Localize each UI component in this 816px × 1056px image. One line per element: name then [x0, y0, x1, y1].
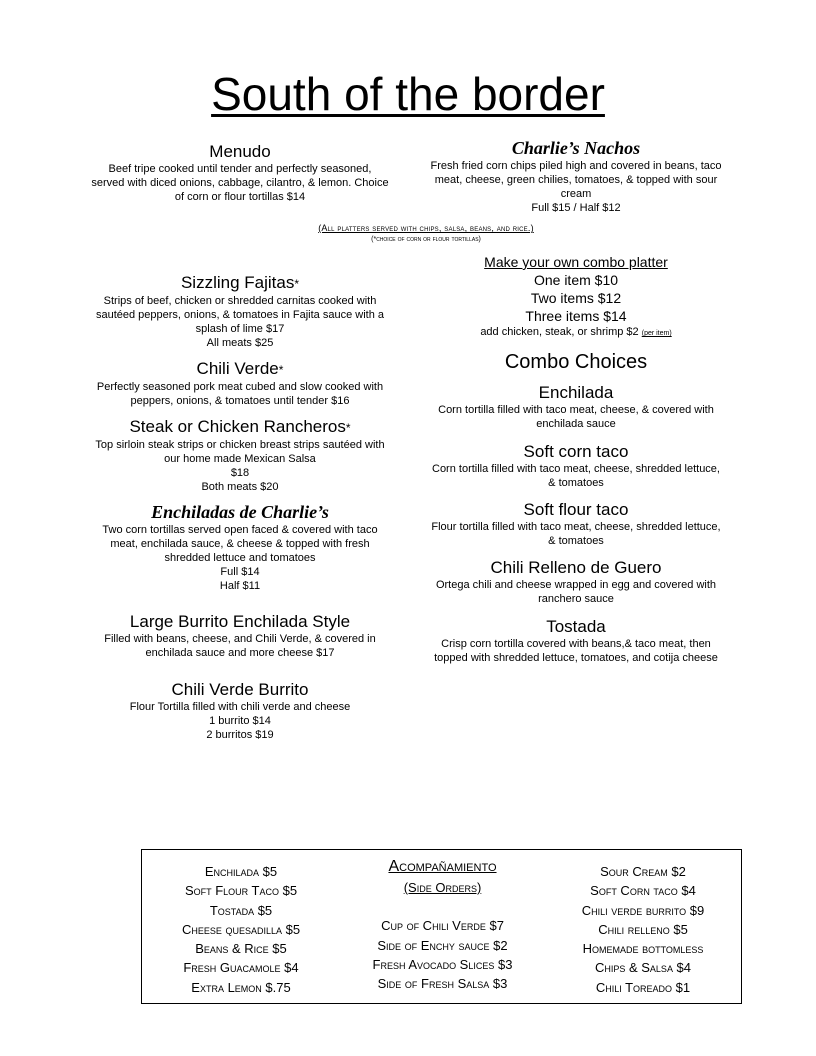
combo-choice — [428, 558, 724, 606]
item-price: 2 burritos $19 — [206, 729, 274, 741]
sides-subheading: (Side Orders) — [403, 880, 482, 895]
item-price: All meats $25 — [206, 337, 274, 349]
side-item: Side of Enchy sauce $2 — [377, 937, 508, 953]
choice-desc: Crisp corn tortilla covered with beans,& taco meat, then topped with shredded lettuce, tomatoes, and cotija cheese — [434, 638, 718, 664]
choice-name: Soft flour taco — [523, 500, 629, 519]
combo-platter — [428, 253, 724, 341]
combo-choice — [428, 383, 724, 431]
platters-note: (All platters served with chips, salsa, beans, and rice.) — [318, 223, 534, 233]
side-item: Side of Fresh Salsa $3 — [377, 976, 508, 992]
side-item: Soft Flour Taco $5 — [184, 883, 298, 899]
menudo-section — [91, 142, 389, 204]
combo-choice — [428, 500, 724, 548]
choice-name: Soft corn taco — [523, 442, 629, 461]
combo-three: Three items $14 — [525, 308, 627, 324]
menu-item — [92, 273, 388, 350]
side-item: Fresh Guacamole $4 — [183, 960, 299, 976]
side-item: Beans & Rice $5 — [195, 941, 287, 957]
item-name: Large Burrito Enchilada Style — [129, 612, 351, 631]
side-item: Extra Lemon $.75 — [191, 979, 291, 995]
choice-desc: Corn tortilla filled with taco meat, cheese, shredded lettuce, & tomatoes — [432, 463, 720, 489]
tortillas-note: (*choice of corn or flour tortillas) — [371, 236, 481, 243]
item-desc: Flour Tortilla filled with chili verde and cheese — [129, 701, 351, 713]
menu-item — [92, 359, 388, 408]
item-price: Half $11 — [219, 580, 261, 592]
side-item: Homemade bottomless — [582, 941, 704, 957]
choice-desc: Corn tortilla filled with taco meat, cheese, & covered with enchilada sauce — [438, 404, 714, 430]
item-desc: Top sirloin steak strips or chicken breast strips sautéed with our home made Mexican Salsa — [95, 439, 385, 465]
menu-title: South of the border — [211, 68, 605, 120]
item-desc: Two corn tortillas served open faced & covered with taco meat, enchilada sauce, & cheese & topped with fresh shredded lettuce and tomatoes — [102, 524, 378, 564]
combo-two: Two items $12 — [530, 290, 622, 306]
choice-desc: Flour tortilla filled with taco meat, cheese, shredded lettuce, & tomatoes — [431, 521, 721, 547]
side-item: Soft Corn taco $4 — [590, 883, 696, 899]
sides-right-column — [545, 862, 741, 997]
sides-heading: Acompañamiento — [388, 858, 497, 875]
sides-left-column — [142, 862, 340, 997]
item-price: Full $14 — [220, 566, 260, 578]
nachos-section — [430, 138, 722, 215]
menu-item — [92, 417, 388, 494]
side-item: Chili relleno $5 — [598, 921, 688, 937]
item-price: Both meats $20 — [201, 481, 279, 493]
nachos-price: Full $15 / Half $12 — [531, 202, 621, 214]
menudo-desc: Beef tripe cooked until tender and perfectly seasoned, served with diced onions, cabbage, cilantro, & lemon. Choice of corn or flour tortillas $14 — [91, 163, 389, 203]
choice-desc: Ortega chili and cheese wrapped in egg and covered with ranchero sauce — [435, 579, 717, 605]
menu-item — [92, 680, 388, 742]
combo-choice — [428, 617, 724, 665]
nachos-desc: Fresh fried corn chips piled high and covered in beans, taco meat, cheese, green chilies, tomatoes, & topped with sour cream — [430, 160, 722, 200]
side-item: Chili Toreado $1 — [595, 979, 691, 995]
choice-name: Tostada — [546, 617, 606, 636]
combo-addon: add chicken, steak, or shrimp $2 (per item) — [480, 326, 672, 338]
per-item-note: (per item) — [641, 330, 672, 337]
sides-middle-column — [340, 856, 545, 993]
choice-name: Chili Relleno de Guero — [490, 558, 662, 577]
nachos-name: Charlie’s Nachos — [511, 138, 641, 158]
item-name: Steak or Chicken Rancheros* — [129, 417, 351, 436]
menu-item — [92, 612, 388, 660]
side-item: Fresh Avocado Slices $3 — [372, 956, 513, 972]
item-price: $18 — [230, 467, 250, 479]
side-item: Cheese quesadilla $5 — [181, 921, 301, 937]
item-price: 1 burrito $14 — [209, 715, 271, 727]
item-desc: Strips of beef, chicken or shredded carnitas cooked with sautéed peppers, onions, & tomatoes in Fajita sauce with a splash of lime $17 — [95, 295, 384, 335]
side-item: Enchilada $5 — [204, 864, 278, 879]
side-item: Cup of Chili Verde $7 — [381, 918, 504, 934]
item-desc: Filled with beans, cheese, and Chili Verde, & covered in enchilada sauce and more cheese $17 — [104, 633, 376, 659]
side-item: Tostada $5 — [209, 902, 273, 918]
side-item: Chips & Salsa $4 — [594, 960, 692, 976]
item-name: Chili Verde* — [196, 359, 284, 378]
combo-one: One item $10 — [533, 272, 619, 288]
menudo-name: Menudo — [209, 142, 271, 161]
combo-heading: Make your own combo platter — [484, 254, 668, 270]
item-name: Sizzling Fajitas* — [180, 273, 300, 292]
choice-name: Enchilada — [538, 383, 614, 402]
combo-choice — [428, 442, 724, 490]
side-orders-box — [141, 849, 742, 1004]
item-name: Chili Verde Burrito — [171, 680, 309, 699]
side-item: Sour Cream $2 — [600, 864, 686, 879]
item-name: Enchiladas de Charlie’s — [151, 502, 329, 522]
combo-choices-heading: Combo Choices — [504, 351, 648, 373]
item-desc: Perfectly seasoned pork meat cubed and slow cooked with peppers, onions, & tomatoes until tender $16 — [96, 381, 384, 407]
menu-item — [92, 502, 388, 593]
side-item: Chili verde burrito $9 — [581, 902, 705, 918]
